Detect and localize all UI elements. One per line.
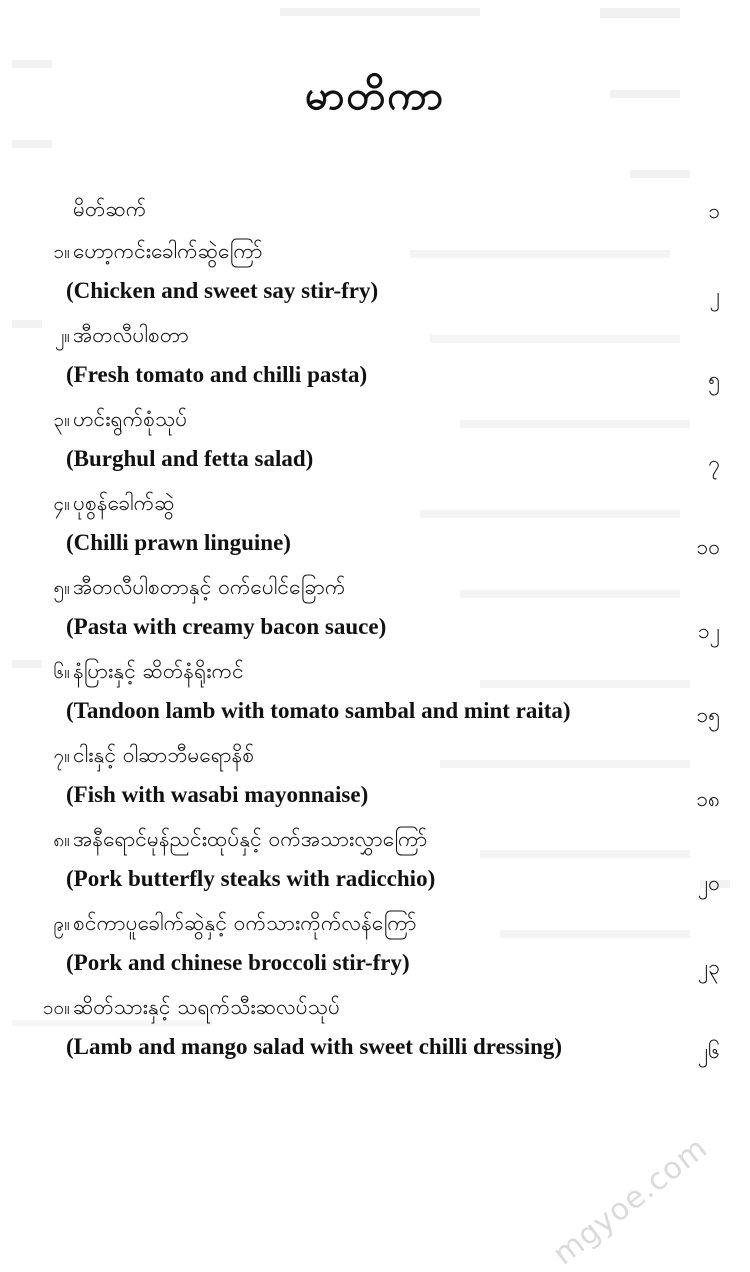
toc-page-number: ၂ bbox=[709, 283, 720, 307]
toc-page-number: ၁၀ bbox=[696, 535, 720, 559]
toc-mm-title: ဟော့ကင်းခေါက်ဆွဲကြော် bbox=[73, 239, 263, 263]
toc-item-number: ၄။ bbox=[53, 493, 70, 515]
toc-mm-title: အနီရောင်မုန်ညင်းထုပ်နှင့် ဝက်အသားလွှာကြော် bbox=[73, 827, 428, 851]
toc-en-title: (Fresh tomato and chilli pasta) bbox=[66, 362, 368, 387]
toc-page-number: ၅ bbox=[708, 367, 720, 391]
toc-row-6-mm bbox=[0, 652, 750, 694]
toc-mm-title: အီတလီပါစတာ bbox=[73, 323, 189, 347]
toc-en-title: (Lamb and mango salad with sweet chilli dressing) bbox=[66, 1034, 563, 1059]
toc-mm-title: မိတ်ဆက် bbox=[73, 197, 147, 221]
toc-mm-title: ဟင်းရွက်စုံသုပ် bbox=[73, 407, 188, 431]
toc-row-1-mm bbox=[0, 232, 750, 274]
toc-mm-title: စင်ကာပူခေါက်ဆွဲနှင့် ဝက်သားကိုက်လန်ကြော် bbox=[73, 911, 417, 935]
toc-page-number: ၂၃ bbox=[697, 955, 720, 979]
toc-item-number: ၅။ bbox=[53, 577, 70, 599]
toc-mm-title: နံပြားနှင့် ဆိတ်နံရိုးကင် bbox=[73, 659, 244, 683]
toc-item-number: ၂။ bbox=[54, 325, 70, 347]
toc-mm-title: ပုစွန်ခေါက်ဆွဲ bbox=[73, 491, 175, 515]
toc-row-9-en bbox=[0, 946, 750, 988]
toc-en-title: (Chicken and sweet say stir-fry) bbox=[66, 278, 379, 303]
toc-row-6-en bbox=[0, 694, 750, 736]
toc-row-1-en bbox=[0, 274, 750, 316]
toc-row-10-mm bbox=[0, 988, 750, 1030]
toc-page-number: ၁၅ bbox=[696, 703, 720, 727]
page-title: မာတိကာ bbox=[305, 73, 445, 119]
toc-row-3-en bbox=[0, 442, 750, 484]
toc-page-number: ၂၆ bbox=[697, 1039, 720, 1063]
toc-en-title: (Fish with wasabi mayonnaise) bbox=[66, 782, 369, 807]
toc-page-number: ၂၀ bbox=[697, 871, 720, 895]
toc-page-number: ၁၂ bbox=[697, 619, 720, 643]
toc-item-number: ၁။ bbox=[53, 241, 70, 263]
toc-item-number: ၇။ bbox=[53, 745, 70, 767]
toc-row-7-en bbox=[0, 778, 750, 820]
toc-mm-title: ငါးနှင့် ဝါဆာဘီမရောနိစ် bbox=[73, 743, 255, 767]
toc-en-title: (Chilli prawn linguine) bbox=[66, 530, 291, 555]
toc-en-title: (Pork butterfly steaks with radicchio) bbox=[66, 866, 436, 891]
toc-item-number: ၁၀။ bbox=[42, 997, 70, 1019]
toc-item-number: ၉။ bbox=[53, 913, 70, 935]
toc-row-7-mm bbox=[0, 736, 750, 778]
toc-row-intro bbox=[0, 190, 750, 232]
toc-en-title: (Tandoon lamb with tomato sambal and mint raita) bbox=[66, 698, 571, 723]
toc-mm-title: ဆိတ်သားနှင့် သရက်သီးဆလပ်သုပ် bbox=[73, 995, 340, 1019]
toc-row-5-en bbox=[0, 610, 750, 652]
toc-row-9-mm bbox=[0, 904, 750, 946]
toc-item-number: ၈။ bbox=[53, 829, 70, 851]
toc-page-number: ၇ bbox=[708, 451, 720, 475]
toc-row-5-mm bbox=[0, 568, 750, 610]
toc-en-title: (Pork and chinese broccoli stir-fry) bbox=[66, 950, 410, 975]
toc-row-8-en bbox=[0, 862, 750, 904]
toc-row-4-en bbox=[0, 526, 750, 568]
table-of-contents bbox=[0, 190, 750, 1072]
toc-en-title: (Pasta with creamy bacon sauce) bbox=[66, 614, 387, 639]
toc-row-10-en bbox=[0, 1030, 750, 1072]
toc-row-3-mm bbox=[0, 400, 750, 442]
toc-mm-title: အီတလီပါစတာနှင့် ဝက်ပေါင်ခြောက် bbox=[73, 575, 346, 599]
toc-page-number: ၁ bbox=[708, 199, 720, 223]
watermark-text: mgyoe.com bbox=[546, 1130, 714, 1272]
toc-page-number: ၁၈ bbox=[696, 787, 720, 811]
toc-row-2-en bbox=[0, 358, 750, 400]
toc-en-title: (Burghul and fetta salad) bbox=[66, 446, 314, 471]
toc-item-number: ၃။ bbox=[53, 409, 70, 431]
toc-row-8-mm bbox=[0, 820, 750, 862]
toc-row-2-mm bbox=[0, 316, 750, 358]
toc-row-4-mm bbox=[0, 484, 750, 526]
toc-item-number: ၆။ bbox=[53, 661, 70, 683]
